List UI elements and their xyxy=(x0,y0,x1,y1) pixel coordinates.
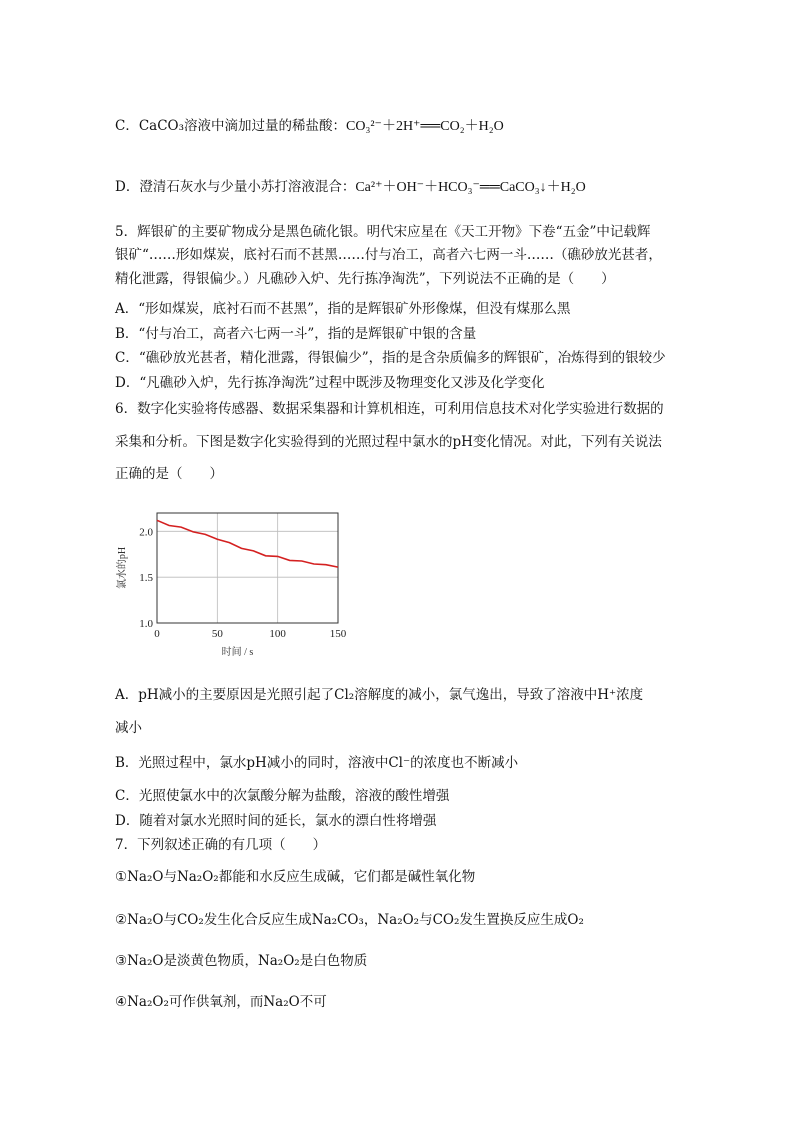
chart-grid xyxy=(157,513,338,623)
q5-option-d: D．“凡礁砂入炉，先行拣净淘洗”过程中既涉及物理变化又涉及化学变化 xyxy=(115,375,545,391)
q7-item-1: ①Na₂O与Na₂O₂都能和水反应生成碱，它们都是碱性氧化物 xyxy=(115,869,476,885)
q6-stem-line2: 采集和分析。下图是数字化实验得到的光照过程中氯水的pH变化情况。对此，下列有关说法 xyxy=(115,434,662,450)
q6-option-a-line2: 减小 xyxy=(115,720,142,736)
q5-stem-line1: 5．辉银矿的主要矿物成分是黑色硫化银。明代宋应星在《天工开物》下卷“五金”中记载辉 xyxy=(115,224,651,240)
y-tick-label: 1.0 xyxy=(139,618,153,630)
q5-stem-line3: 精化泄露，得银偏少。）凡礁砂入炉、先行拣净淘洗”，下列说法不正确的是（ ） xyxy=(115,271,615,287)
x-tick-label: 150 xyxy=(329,628,347,640)
chart-axes xyxy=(157,513,338,623)
q5-option-c: C．“礁砂放光甚者，精化泄露，得银偏少”，指的是含杂质偏多的辉银矿，冶炼得到的银较少 xyxy=(115,350,666,366)
y-tick-label: 2.0 xyxy=(139,526,153,539)
ph-series-line xyxy=(157,520,338,567)
q7-item-3: ③Na₂O是淡黄色物质，Na₂O₂是白色物质 xyxy=(115,953,368,969)
q6-option-c: C．光照使氯水中的次氯酸分解为盐酸，溶液的酸性增强 xyxy=(115,788,450,804)
q6-option-d: D．随着对氯水光照时间的延长，氯水的漂白性将增强 xyxy=(115,813,437,829)
q5-stem-line2: 银矿“……形如煤炭，底衬石而不甚黑……付与冶工，高者六七两一斗……（礁砂放光甚者， xyxy=(115,247,662,263)
q6-stem-line1: 6．数字化实验将传感器、数据采集器和计算机相连，可利用信息技术对化学实验进行数据的 xyxy=(115,401,664,417)
q5-option-a: A．“形如煤炭，底衬石而不甚黑”，指的是辉银矿外形像煤，但没有煤那么黑 xyxy=(115,301,571,317)
q7-item-2: ②Na₂O与CO₂发生化合反应生成Na₂CO₃，Na₂O₂与CO₂发生置换反应生成O₂ xyxy=(115,912,584,928)
q6-stem-line3: 正确的是（ ） xyxy=(115,466,223,482)
y-axis-label: 氯水的pH xyxy=(117,546,128,590)
ph-line-chart xyxy=(113,505,353,665)
q5-option-b: B．“付与冶工，高者六七两一斗”，指的是辉银矿中银的含量 xyxy=(115,326,477,342)
plot-frame xyxy=(157,513,338,623)
x-axis-label: 时间 / s xyxy=(221,647,254,658)
q4-option-d: D．澄清石灰水与少量小苏打溶液混合：Ca²⁺＋OH⁻＋HCO₃⁻══CaCO₃↓＋H₂O xyxy=(115,179,586,195)
chart-series xyxy=(157,520,338,567)
q6-option-a-line1: A．pH减小的主要原因是光照引起了Cl₂溶解度的减小，氯气逸出，导致了溶液中H⁺浓度 xyxy=(115,687,644,703)
q7-stem: 7．下列叙述正确的有几项（ ） xyxy=(115,837,327,853)
x-tick-label: 50 xyxy=(211,628,223,640)
y-tick-label: 1.5 xyxy=(139,572,153,585)
q7-item-4: ④Na₂O₂可作供氧剂，而Na₂O不可 xyxy=(115,994,327,1010)
x-tick-label: 100 xyxy=(269,628,286,640)
q4-option-c: C．CaCO₃溶液中滴加过量的稀盐酸：CO₃²⁻＋2H⁺══CO₂＋H₂O xyxy=(115,118,504,134)
q6-option-b: B．光照过程中，氯水pH减小的同时，溶液中Cl⁻的浓度也不断减小 xyxy=(115,755,519,771)
x-tick-label: 0 xyxy=(154,628,160,640)
